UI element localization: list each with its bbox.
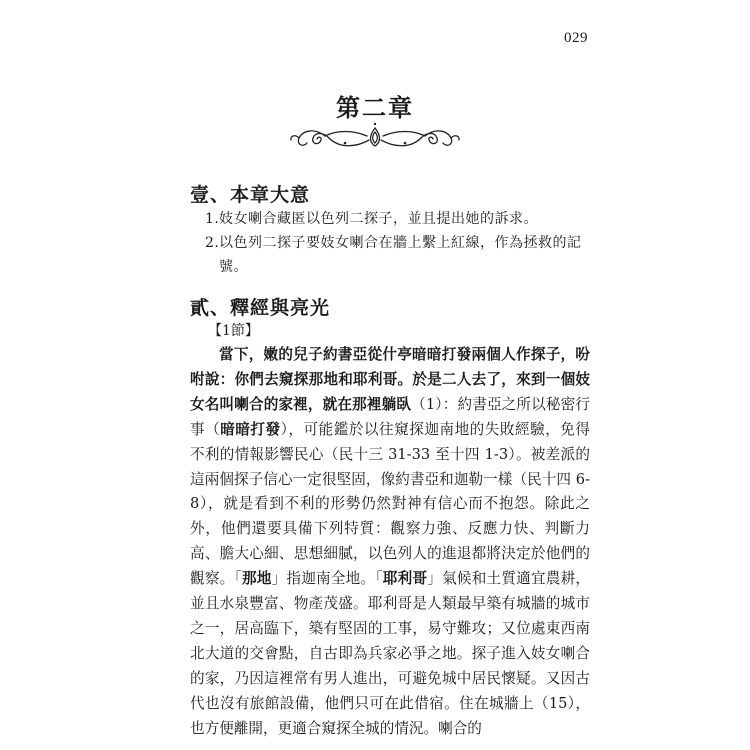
emphasis-term: 耶利哥 [382, 570, 428, 588]
chapter-title: 第二章 [336, 93, 414, 122]
list-item [205, 231, 605, 279]
list-number: 2. [205, 235, 220, 251]
section-heading-summary: 壹、本章大意 [190, 184, 311, 206]
commentary-text: （1）：約書亞之所以秘密行事（ [190, 395, 590, 438]
commentary-paragraph [190, 343, 590, 742]
commentary-text: 」指迦南全地。「 [271, 570, 383, 588]
commentary-text: 」氣候和土質適宜農耕，並且水泉豐富、物產茂盛。耶利哥是人類最早築有城牆的城市之一，居高臨下，築有堅固的工事，易守難攻；又位處東西南北大道的交會點，自古即為兵家必爭之地。探子進入妓女喇合的家，乃因這裡常有男人進出，可避免城中居民懷疑。又因古代也沒有旅館設備，他們只可在此借宿。住在城牆上（15），也方便離開，更適合窺探全城的情況。喇合的 [190, 570, 590, 737]
section-heading-exegesis: 貳、釋經與亮光 [190, 297, 331, 319]
scripture-quote: 當下，嫩的兒子約書亞從什亭暗暗打發兩個人作探子，吩咐說：你們去窺探那地和耶利哥。於是二人去了，來到一個妓女名叫喇合的家裡，就在那裡躺臥 [190, 346, 590, 413]
verse-reference: 【1節】 [208, 323, 259, 339]
list-text: 以色列二探子要妓女喇合在牆上繫上紅線，作為拯救的記 [219, 235, 582, 251]
list-text-continuation: 號。 [219, 259, 248, 275]
emphasis-term: 暗暗打發 [220, 420, 281, 438]
commentary-text: ），可能鑑於以往窺探迦南地的失敗經驗，免得不利的情報影響民心（民十三 31-33 至十四 1-3）。被差派的這兩個探子信心一定很堅固，像約書亞和迦勒一樣（民十四 6-8），就是看到不利的形勢仍然對神有信心而不抱怨。除此之外，他們還要具備下列特質：觀察力強、反應力快、判斷力高、膽大心細、思想細膩，以色列人的進退都將決定於他們的觀察。「 [190, 420, 590, 588]
page-number: 029 [564, 30, 588, 46]
list-item [205, 207, 605, 231]
list-number: 1. [205, 211, 220, 227]
list-text: 妓女喇合藏匿以色列二探子，並且提出她的訴求。 [219, 211, 538, 227]
emphasis-term: 那地 [241, 570, 272, 588]
ornament-divider [285, 118, 465, 152]
